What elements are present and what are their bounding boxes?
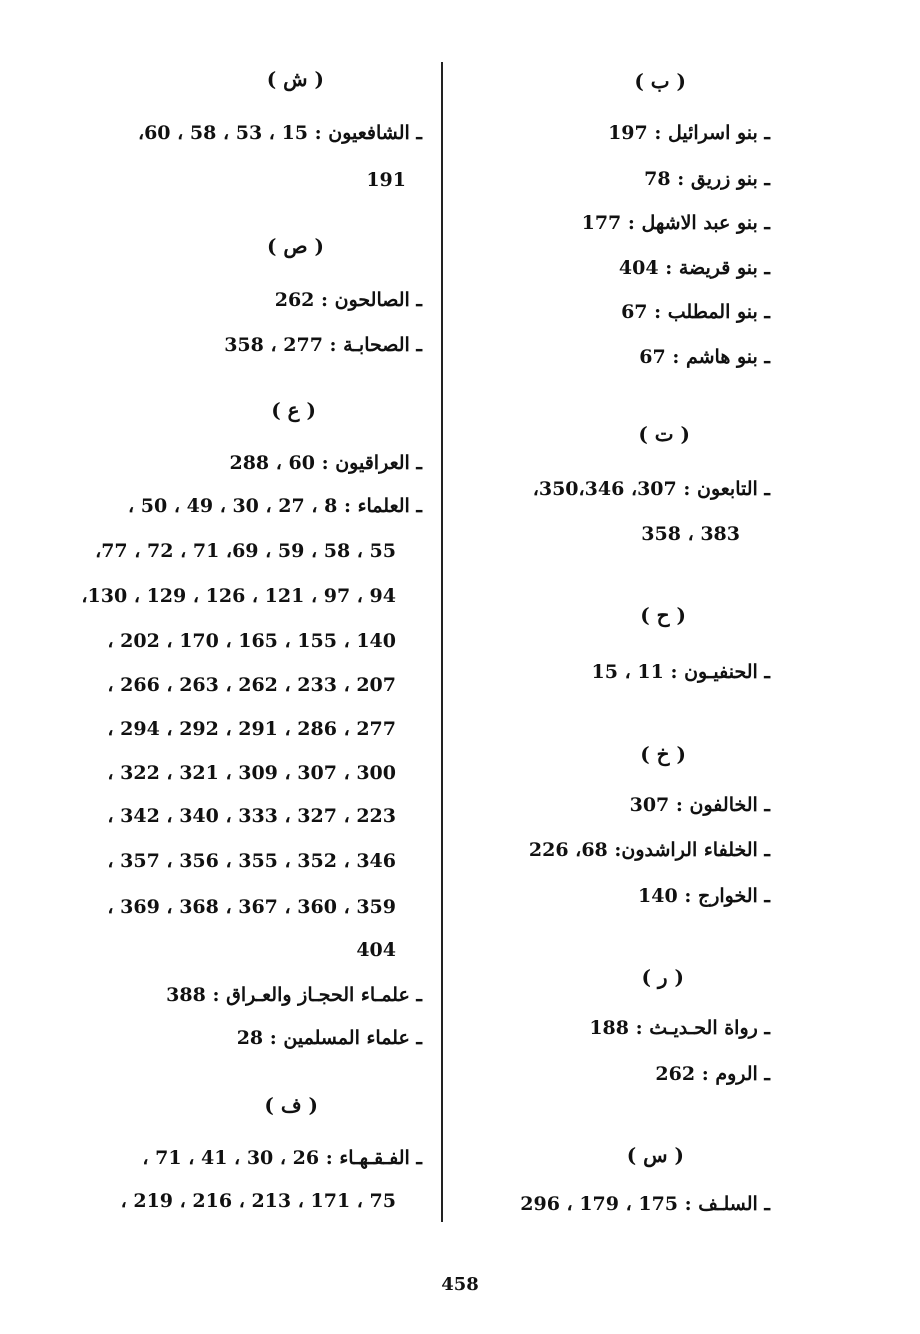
index-entry: ـ العراقيون : 60 ، 288 — [229, 452, 422, 474]
index-entry: ـ بنو المطلب : 67 — [621, 301, 770, 323]
index-entry: ـ بنو عبد الاشهل : 177 — [581, 212, 770, 234]
index-entry-continuation: 207 ، 233 ، 262 ، 263 ، 266 ، — [107, 674, 396, 696]
index-entry-continuation: 346 ، 352 ، 355 ، 356 ، 357 ، — [107, 850, 396, 872]
index-entry: ـ الشافعيون : 15 ، 53 ، 58 ، 60، — [137, 122, 422, 144]
column-divider — [441, 62, 443, 1222]
index-entry-continuation: 140 ، 155 ، 165 ، 170 ، 202 ، — [107, 630, 396, 652]
index-entry: ـ الخلفاء الراشدون: 68، 226 — [528, 839, 770, 861]
index-entry: ـ بنو قريضة : 404 — [618, 257, 770, 279]
index-entry: ـ رواة الحـديـث : 188 — [589, 1017, 770, 1039]
index-entry-continuation: 191 — [366, 169, 406, 191]
index-entry: ـ الحنفيـون : 11 ، 15 — [591, 661, 770, 683]
section-heading: ( ص ) — [266, 234, 324, 258]
section-heading: ( ف ) — [264, 1093, 318, 1117]
index-entry: ـ الصحابـة : 277 ، 358 — [224, 334, 422, 356]
index-entry: ـ بنو زريق : 78 — [644, 168, 770, 190]
section-heading: ( ت ) — [638, 422, 690, 446]
section-heading: ( خ ) — [640, 742, 686, 766]
index-entry: ـ الخوارج : 140 — [638, 885, 770, 907]
index-entry-continuation: 359 ، 360 ، 367 ، 368 ، 369 ، — [107, 896, 396, 918]
index-entry-continuation: 75 ، 171 ، 213 ، 216 ، 219 ، — [120, 1190, 396, 1212]
section-heading: ( س ) — [626, 1143, 684, 1167]
index-entry-continuation: 300 ، 307 ، 309 ، 321 ، 322 ، — [107, 762, 396, 784]
index-entry-continuation: 404 — [356, 939, 396, 961]
section-heading: ( ب ) — [634, 69, 686, 93]
index-entry-continuation: 94 ، 97 ، 121 ، 126 ، 129 ، 130، — [81, 585, 396, 607]
index-entry: ـ الصالحون : 262 — [274, 289, 422, 311]
index-entry: ـ علماء المسلمين : 28 — [236, 1027, 422, 1049]
index-entry: ـ السلـف : 175 ، 179 ، 296 — [520, 1193, 770, 1215]
section-heading: ( ح ) — [640, 603, 686, 627]
index-entry: ـ الخالفون : 307 — [629, 794, 770, 816]
index-entry: ـ العلماء : 8 ، 27 ، 30 ، 49 ، 50 ، — [128, 495, 422, 517]
section-heading: ( ع ) — [271, 398, 316, 422]
index-entry: ـ التابعون : 307، 350،346، — [532, 478, 770, 500]
section-heading: ( ش ) — [266, 67, 324, 91]
index-entry: ـ بنو هاشم : 67 — [639, 346, 770, 368]
index-entry: ـ علمـاء الحجـاز والعـراق : 388 — [166, 984, 422, 1006]
index-entry-continuation: 55 ، 58 ، 59 ، 69، 71 ، 72 ، 77، — [95, 540, 396, 562]
index-entry: ـ الفـقـهـاء : 26 ، 30 ، 41 ، 71 ، — [142, 1147, 422, 1169]
index-entry-continuation: 383 ، 358 — [641, 523, 740, 545]
page-number: 458 — [441, 1274, 479, 1295]
index-entry-continuation: 277 ، 286 ، 291 ، 292 ، 294 ، — [107, 718, 396, 740]
index-entry-continuation: 223 ، 327 ، 333 ، 340 ، 342 ، — [107, 805, 396, 827]
index-entry: ـ الروم : 262 — [655, 1063, 770, 1085]
section-heading: ( ر ) — [641, 965, 684, 989]
index-entry: ـ بنو اسرائيل : 197 — [608, 122, 770, 144]
